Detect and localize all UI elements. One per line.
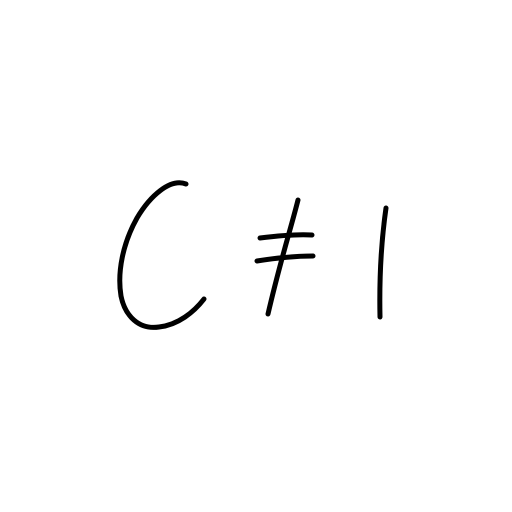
- symbol-c: [120, 183, 204, 328]
- symbol-one: [380, 208, 386, 317]
- symbol-not-equal: [257, 200, 313, 314]
